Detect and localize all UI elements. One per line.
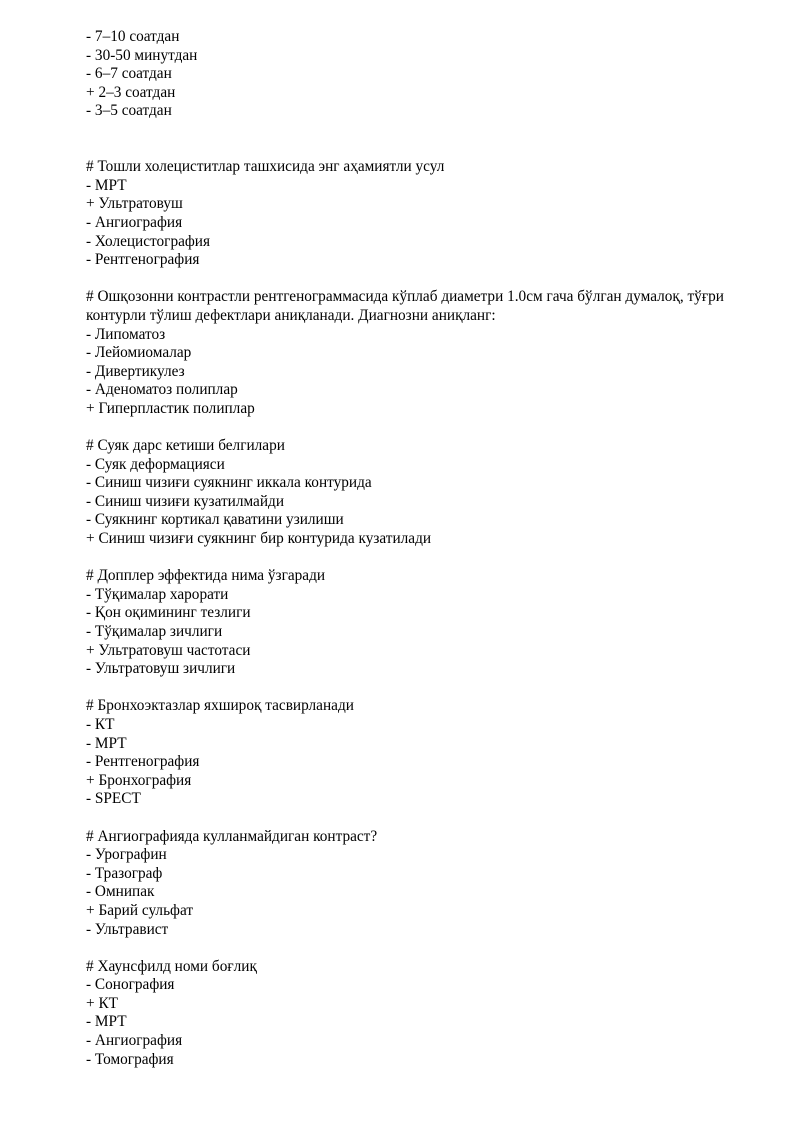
option-line: - МРТ bbox=[86, 176, 127, 194]
option-line: - Тўқималар зичлиги bbox=[86, 623, 223, 640]
option-line: - Липоматоз bbox=[86, 325, 166, 343]
question-block bbox=[86, 697, 736, 809]
option-line: - Урографин bbox=[86, 846, 167, 864]
option-line: - МРТ bbox=[86, 734, 127, 752]
option-line: - Омнипак bbox=[86, 883, 155, 901]
option-line: - Тўқималар харорати bbox=[86, 585, 229, 603]
option-line: + Ультратовуш bbox=[86, 195, 183, 213]
intro-options bbox=[86, 28, 736, 121]
option-line: - Лейомиомалар bbox=[86, 344, 192, 362]
option-line: - МРТ bbox=[86, 1013, 127, 1031]
option-line: - Сонография bbox=[86, 976, 175, 994]
option-line: + Барий сульфат bbox=[86, 901, 194, 919]
option-line: - Холецистография bbox=[86, 232, 211, 250]
option-line: + 2–3 соатдан bbox=[86, 83, 176, 101]
spacer bbox=[86, 939, 736, 958]
option-line: - Рентгенография bbox=[86, 753, 200, 771]
spacer bbox=[86, 121, 736, 158]
question-text: # Суяк дарс кетиши белгилари bbox=[86, 437, 285, 455]
document-content bbox=[86, 28, 736, 1069]
question-text: # Тошли холециститлар ташхисида энг аҳамиятли усул bbox=[86, 158, 445, 176]
spacer bbox=[86, 809, 736, 828]
question-text: # Ошқозонни контрастли рентгенограммасида кўплаб диаметри 1.0см гача бўлган думалоқ, тўғри контурли тўлиш дефектлари аниқланади. Диагнозни аниқланг: bbox=[86, 288, 724, 324]
option-line: - КТ bbox=[86, 715, 115, 733]
option-line: + Синиш чизиғи суякнинг бир контурида кузатилади bbox=[86, 530, 432, 548]
spacer bbox=[86, 418, 736, 437]
option-line: - 3–5 соатдан bbox=[86, 102, 172, 120]
option-line: - SPECT bbox=[86, 790, 141, 808]
option-line: - Ультравист bbox=[86, 920, 169, 938]
question-block bbox=[86, 958, 736, 1070]
option-line: - Ультратовуш зичлиги bbox=[86, 660, 236, 678]
option-line: - 7–10 соатдан bbox=[86, 28, 180, 45]
spacer bbox=[86, 270, 736, 289]
option-line: - Рентгенография bbox=[86, 251, 200, 269]
option-line: + Ультратовуш частотаси bbox=[86, 641, 251, 659]
question-text: # Хаунсфилд номи боғлиқ bbox=[86, 957, 257, 975]
option-line: - Тразограф bbox=[86, 864, 163, 882]
option-line: - Ангиография bbox=[86, 1032, 183, 1050]
option-line: - 30-50 минутдан bbox=[86, 46, 198, 64]
question-text: # Ангиографияда кулланмайдиган контраст? bbox=[86, 827, 378, 845]
question-block bbox=[86, 288, 736, 418]
option-line: - Суяк деформацияси bbox=[86, 455, 225, 473]
spacer bbox=[86, 679, 736, 698]
option-line: - Дивертикулез bbox=[86, 362, 185, 380]
option-line: - Ангиография bbox=[86, 213, 183, 231]
spacer bbox=[86, 549, 736, 568]
option-line: - 6–7 соатдан bbox=[86, 65, 172, 83]
option-line: - Қон оқимининг тезлиги bbox=[86, 604, 251, 622]
option-line: - Аденоматоз полиплар bbox=[86, 381, 238, 399]
option-line: + КТ bbox=[86, 994, 118, 1012]
question-block bbox=[86, 158, 736, 270]
question-block bbox=[86, 567, 736, 679]
option-line: + Бронхография bbox=[86, 771, 192, 789]
option-line: - Томография bbox=[86, 1050, 174, 1068]
option-line: - Синиш чизиғи суякнинг иккала контурида bbox=[86, 474, 372, 492]
option-line: - Синиш чизиғи кузатилмайди bbox=[86, 492, 285, 510]
option-line: + Гиперпластик полиплар bbox=[86, 399, 255, 417]
question-block bbox=[86, 828, 736, 940]
question-block bbox=[86, 437, 736, 549]
question-text: # Допплер эффектида нима ўзгаради bbox=[86, 567, 326, 585]
question-text: # Бронхоэктазлар яхшироқ тасвирланади bbox=[86, 697, 354, 715]
option-line: - Суякнинг кортикал қаватини узилиши bbox=[86, 511, 344, 529]
